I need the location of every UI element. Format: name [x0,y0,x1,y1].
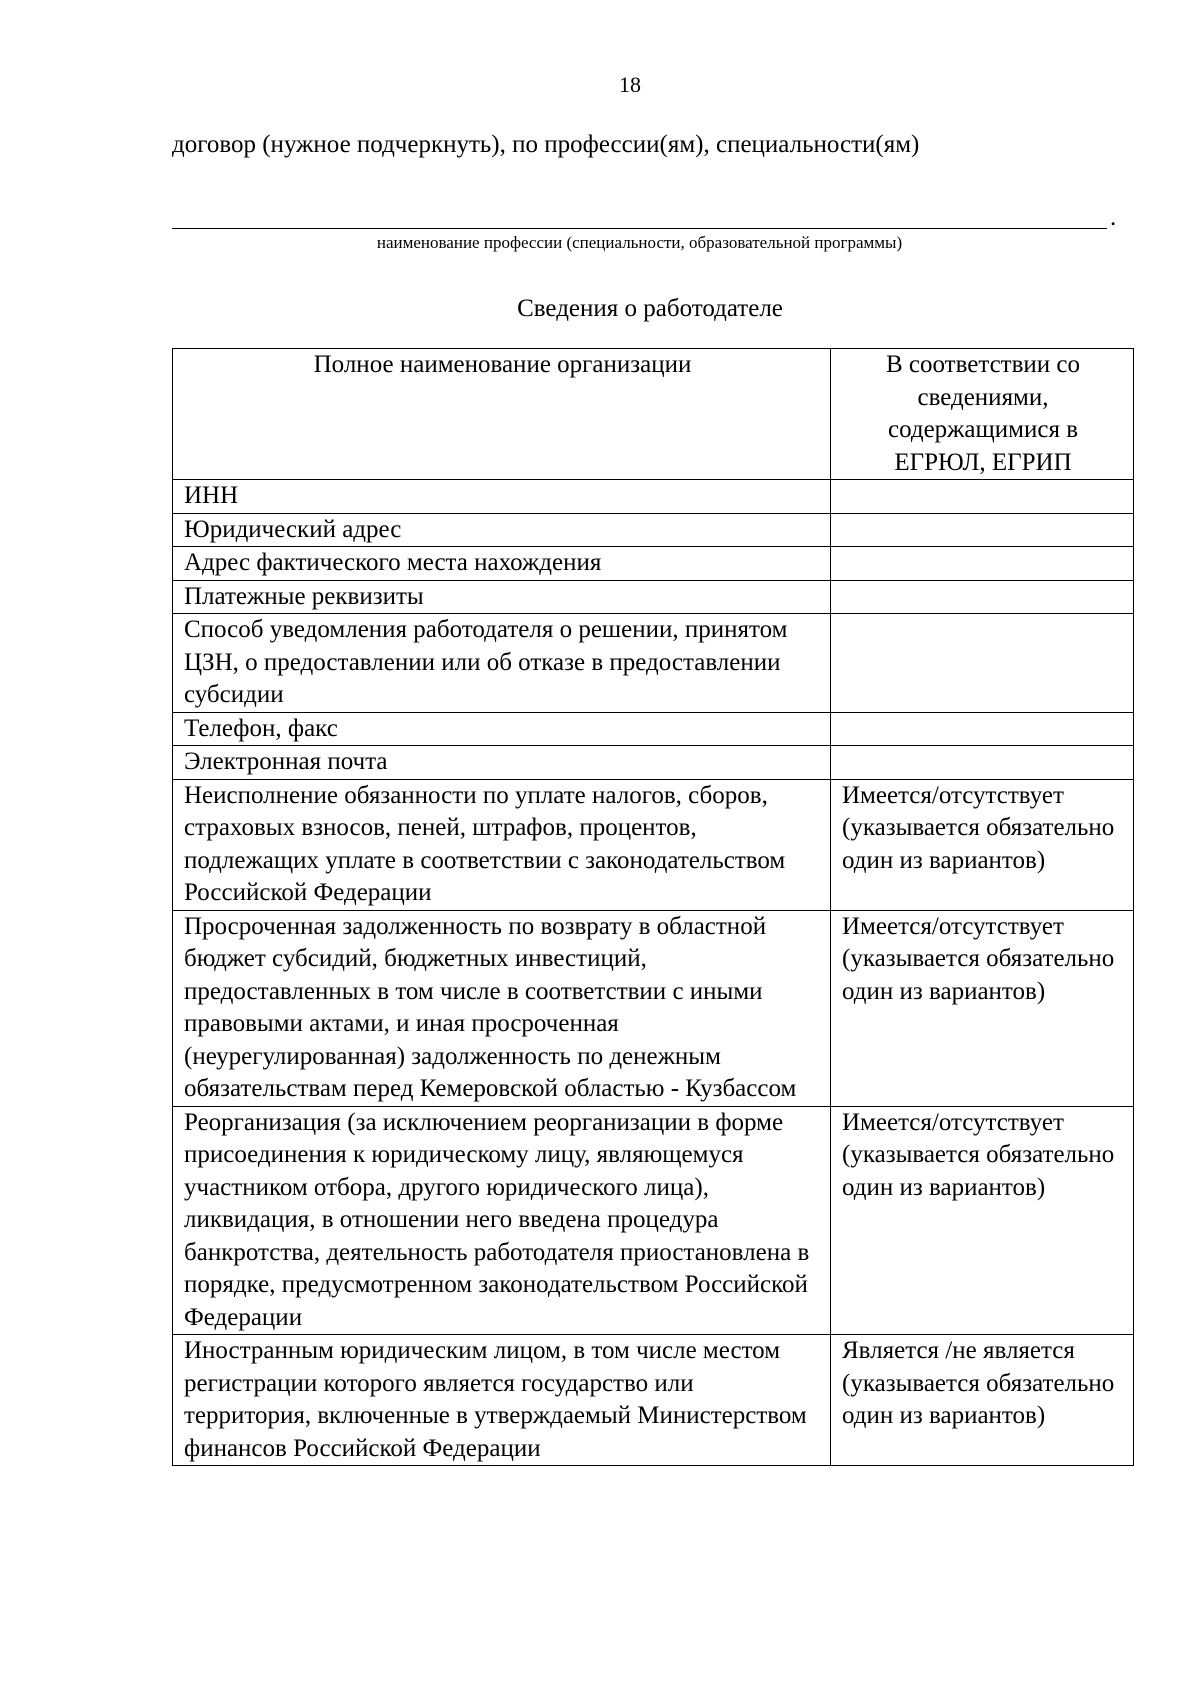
profession-fill-line[interactable] [172,228,1107,229]
table-header-row [173,349,1134,480]
row-label: Электронная почта [173,746,831,780]
employer-info-table [172,348,1134,1466]
row-label: Иностранным юридическим лицом, в том числе местом регистрации которого является государство или территория, включенные в утверждаемый Министерством финансов Российской Федерации [173,1335,831,1466]
row-value: Является /не является (указывается обязательно один из вариантов) [831,1335,1134,1466]
page-number: 18 [619,72,641,97]
row-label: Способ уведомления работодателя о решении, принятом ЦЗН, о предоставлении или об отказе в предоставлении субсидии [173,614,831,713]
row-value-field[interactable] [831,480,1134,514]
row-label: Платежные реквизиты [173,580,831,614]
table-row-inn [173,480,1134,514]
row-label: Реорганизация (за исключением реорганизации в форме присоединения к юридическому лицу, являющемуся участником отбора, другого юридического лица), ликвидация, в отношении него введена процедура банкротства, деятельность работодателя приостановлена в порядке, предусмотренном законодательством Российской Федерации [173,1106,831,1335]
profession-fill-caption: наименование профессии (специальности, образовательной программы) [376,233,903,252]
table-row-email [173,746,1134,780]
table-row-tax-arrears [173,779,1134,910]
header-org-name: Полное наименование организации [173,349,831,480]
row-label: Просроченная задолженность по возврату в областной бюджет субсидий, бюджетных инвестиций, предоставленных в том числе в соответствии с иными правовыми актами, и иная просроченная (неурегулированная) задолженность по денежным обязательствам перед Кемеровской областью - Кузбассом [173,910,831,1106]
row-value: Имеется/отсутствует (указывается обязательно один из вариантов) [831,910,1134,1106]
table-row-reorganization [173,1106,1134,1335]
row-value-field[interactable] [831,746,1134,780]
header-registry-source: В соответствии со сведениями, содержащимися в ЕГРЮЛ, ЕГРИП [831,349,1134,480]
row-value-field[interactable] [831,614,1134,713]
row-value: Имеется/отсутствует (указывается обязательно один из вариантов) [831,779,1134,910]
row-value-field[interactable] [831,547,1134,581]
section-title: Сведения о работодателе [517,295,783,322]
row-label: Неисполнение обязанности по уплате налогов, сборов, страховых взносов, пеней, штрафов, процентов, подлежащих уплате в соответствии с законодательством Российской Федерации [173,779,831,910]
row-value-field[interactable] [831,513,1134,547]
row-label: Юридический адрес [173,513,831,547]
table-row-phone-fax [173,712,1134,746]
row-value-field[interactable] [831,580,1134,614]
table-row-foreign-entity [173,1335,1134,1466]
intro-line: договор (нужное подчеркнуть), по профессии(ям), специальности(ям) [172,131,920,158]
table-row-notification-method [173,614,1134,713]
table-row-budget-debt [173,910,1134,1106]
row-label: Телефон, факс [173,712,831,746]
row-value-field[interactable] [831,712,1134,746]
table-row-legal-address [173,513,1134,547]
row-label: Адрес фактического места нахождения [173,547,831,581]
row-value: Имеется/отсутствует (указывается обязательно один из вариантов) [831,1106,1134,1335]
row-label: ИНН [173,480,831,514]
table-row-actual-address [173,547,1134,581]
table-row-payment-details [173,580,1134,614]
fill-line-end-mark: . [1110,204,1117,231]
